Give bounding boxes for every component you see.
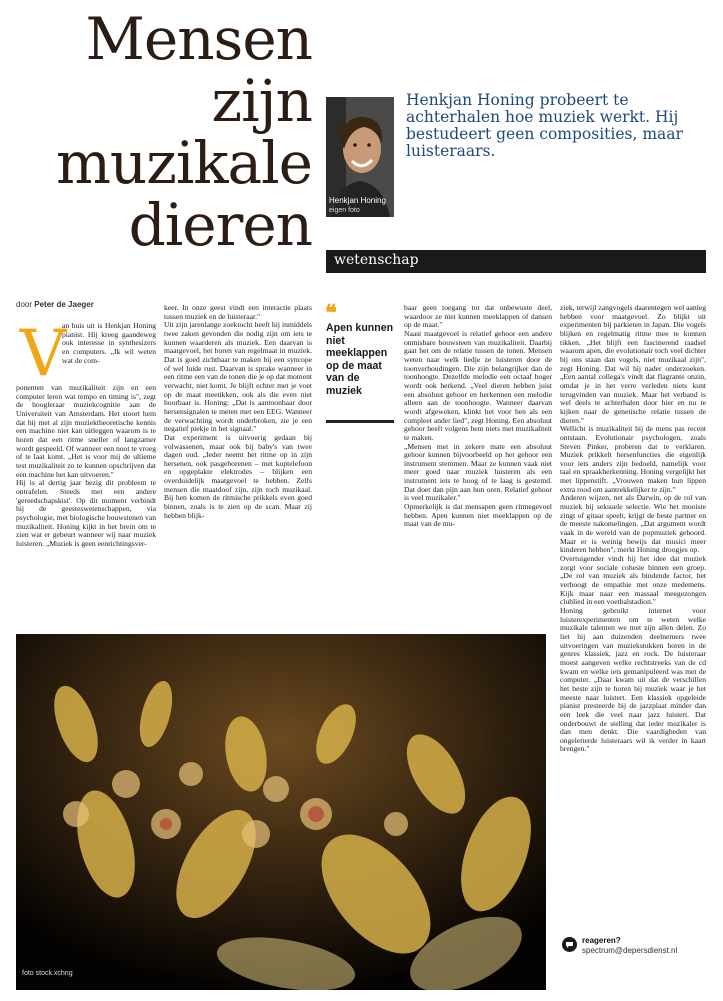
article-column-1-intro: an huis uit is Henkjan Honing pianist. Hij kreeg gaandeweg ook interesse in synthesizers en computers. „Ik wil weten wat de com- [62, 322, 156, 365]
article-column-3: baar geen toegang tot dat onbewuste deel, waardoor ze niet kunnen meeklappen of dansen op de maat." Naast maatgevoel is relatief gehoor een andere onmisbare bouwsteen van muzikaliteit. Daarbij gaat het om de relatie tussen de tonen. Mensen weten naar welk liedje ze luisteren door de toonverhoudingen. Die zijn belangrijker dan de toonhoogte. Dezelfde melodie een octaaf hoger wordt ook herkend. „Veel dieren hebben juist een absoluut gehoor en herkennen een melodie alleen aan de toonhoogte. Wanneer daarvan wordt afgeweken, klinkt het voor hen als een compleet ander lied", zegt Honing. Een absoluut gehoor heeft volgens hem niets met muzikaliteit te maken. „Mensen met in zekere mate een absoluut gehoor kunnen bijvoorbeeld op het gehoor een instrument stemmen. Maar ze kunnen vaak niet meer goed naar muziek luisteren als een instrument iets te hoog of te laag is gestemd. Dat doet dan pijn aan hun oren. Relatief gehoor is veel muzikaler." Opmerkelijk is dat mensapen geen ritmegevoel hebben. Apen kunnen niet meeklappen op de maat van de mu- [404, 304, 552, 529]
concert-crowd-photo [16, 634, 546, 990]
reaction-label: reageren? [582, 936, 621, 945]
byline [16, 300, 94, 309]
article-column-1: ponenten van muzikaliteit zijn en een computer leren wat tempo en timing is", zegt de hoogleraar muziekcognitie aan de Universiteit van Amsterdam. Het stoort hem dat hij met al zijn muziektheoretische kennis een machine niet kan uitleggen waarom is te horen dat een ritme sneller of langzamer wordt gespeeld. Of wanneer een noot te vroeg of te laat komt. „Het is voor mij de ultieme test muzikaliteit zo te kunnen opschrijven dat een machine het kan uitvoeren." Hij is al dertig jaar bezig dit probleem te ontrafelen. Steeds met een andere 'gereedschapskist'. Op dit moment verbindt hij de geesteswetenschappen, via psychologie, met biologische bouwstenen van muzikaliteit. Honing kijkt in het brein om te zien wat er gebeurt wanneer wij naar muziek luisteren. „Muziek is geen eenrichtingsver- [16, 384, 156, 548]
headline-line: dieren [128, 191, 312, 259]
byline-author: Peter de Jaeger [34, 300, 94, 309]
quote-mark-icon: ❝ [325, 300, 337, 326]
lead-text: Henkjan Honing probeert te achterhalen hoe muziek werkt. Hij bestudeert geen composities, maar luisteraars. [406, 91, 683, 160]
article-column-4: ziek, terwijl zangvogels daarentegen wel aanleg hebben voor maatgevoel. Zo blijkt uit experimenten bij parkieten in Japan. Die vogels blijken en regelmatig ritme mee te kunnen tikken. „Het blijft een fascinerend raadsel waarom apen, die evolutionair toch veel dichter bij ons staan dan vogels, niet muzikaal zijn", zegt Honing. Dat wil hij nader onderzoeken. „Een aantal collega's vindt dat flagrante onzin, omdat je in het verre verleden niets kunt terugvinden van muziek. Maar het verband is wel deels te achterhalen door hier en nu te kijken naar de genetische relatie tussen de dieren." Wellicht is muzikaliteit bij de mens pas recent ontstaan. Evolutionair psychologen, zoals Steven Pinker, proberen dat te verklaren. Muziek prikkelt hersenfuncties die eigenlijk voor iets anders zijn bedoeld, namelijk voor taal en spraakherkenning. Honing vergelijkt het met lippenstift. „Vrouwen maken hun lippen extra rood om aantrekkelijker te zijn." Anderen wijzen, net als Darwin, op de rol van muziek bij seksuele selectie. Wie het mooiste zingt of gitaar speelt, krijgt de beste partner en de meeste nakomelingen. „Dat argument wordt vaak in de wereld van de popmuziek gehoord. Maar er is weinig bewijs dat musici meer kinderen hebben", merkt Honing droogjes op. Overtuigender vindt hij het idee dat muziek zorgt voor sociale cohesie binnen een groep. „De rol van muziek als bindende factor, het verhoogt de empathie met onze medemens. Kijk maar naar een massaal meegezongen clublied in een voetbalstadion." Honing gebruikt internet voor luisterexperimenten om te weten welke muzikale talenten we met zijn allen delen. Zo liet hij aan duizenden deelnemers twee uitvoeringen van muziekstukken horen in de genres klassiek, jazz en rock. De luisteraar moest aangeven welke rechtstreeks van de cd kwam en welke iets gemanipuleerd was met de computer. „Daar kwam uit dat de verschillen het beste zijn te horen bij muziek waar je het meeste naar luistert. Een klassiek opgeleide pianist presteerde bij de jazzplaat minder dan een leek die veel naar jazz luistert. Dat onderbouwt de stelling dat ieder muzikaler is dan men denkt. Die vaardigheden van ongeletterde luisteraars wil ik verder in kaart brengen." [560, 304, 706, 754]
byline-prefix: door [16, 300, 33, 309]
drop-cap: V [20, 317, 67, 391]
speech-bubble-icon [562, 937, 577, 952]
photo-credit: foto stock.xchng [22, 970, 73, 977]
headline-line: Mensen [85, 5, 312, 73]
portrait-caption-source: eigen foto [329, 207, 360, 214]
headline [22, 5, 312, 259]
headline-line: zijn [211, 67, 312, 135]
article-column-2: keer. In onze geest vindt een interactie plaats tussen muziek en de luisteraar." Uit zijn jarenlange zoektocht heeft hij inmiddels twee zaken gevonden die nodig zijn om iets te kunnen waarderen als muziek. Een daarvan is maatgevoel, het horen van regelmaat in muziek. Dat is goed zichtbaar te maken bij een syncope of wel luide rust. Daarvan is sprake wanneer in een ritme een van de tonen die je op dat moment verwacht, niet komt. Je blijft echter met je voet op de maat meetikken, ook als die even niet hoorbaar is. Honing: „Dat is aantoonbaar door hersensignalen te meten met een EEG. Wanneer de verwachting wordt onderbroken, zie je een negatief piekje in het signaal." Dat experiment is uitvoerig gedaan bij volwassenen, maar ook bij baby's van twee dagen oud. „Ieder neemt het ritme op in zijn hersenen, ook pasgeborenen – met koptelefoon en opgeplakte elektrodes – blijken een overduidelijk maatgevoel te hebben. Zelfs mensen die maatdoof zijn, zijn toch muzikaal. Bij hen komen de ritmische prikkels even goed binnen, zoals is te zien op de scan. Maar zij hebben blijk- [164, 304, 312, 520]
portrait-caption [329, 196, 386, 216]
portrait-caption-name: Henkjan Honing [329, 196, 386, 205]
pull-quote-rule [326, 420, 394, 423]
section-label: wetenschap [334, 252, 419, 268]
headline-line: muzikale [55, 129, 312, 197]
reaction-email[interactable]: spectrum@depersdienst.nl [582, 946, 678, 955]
pull-quote: Apen kunnen niet meeklappen op de maat van de muziek [326, 322, 394, 397]
